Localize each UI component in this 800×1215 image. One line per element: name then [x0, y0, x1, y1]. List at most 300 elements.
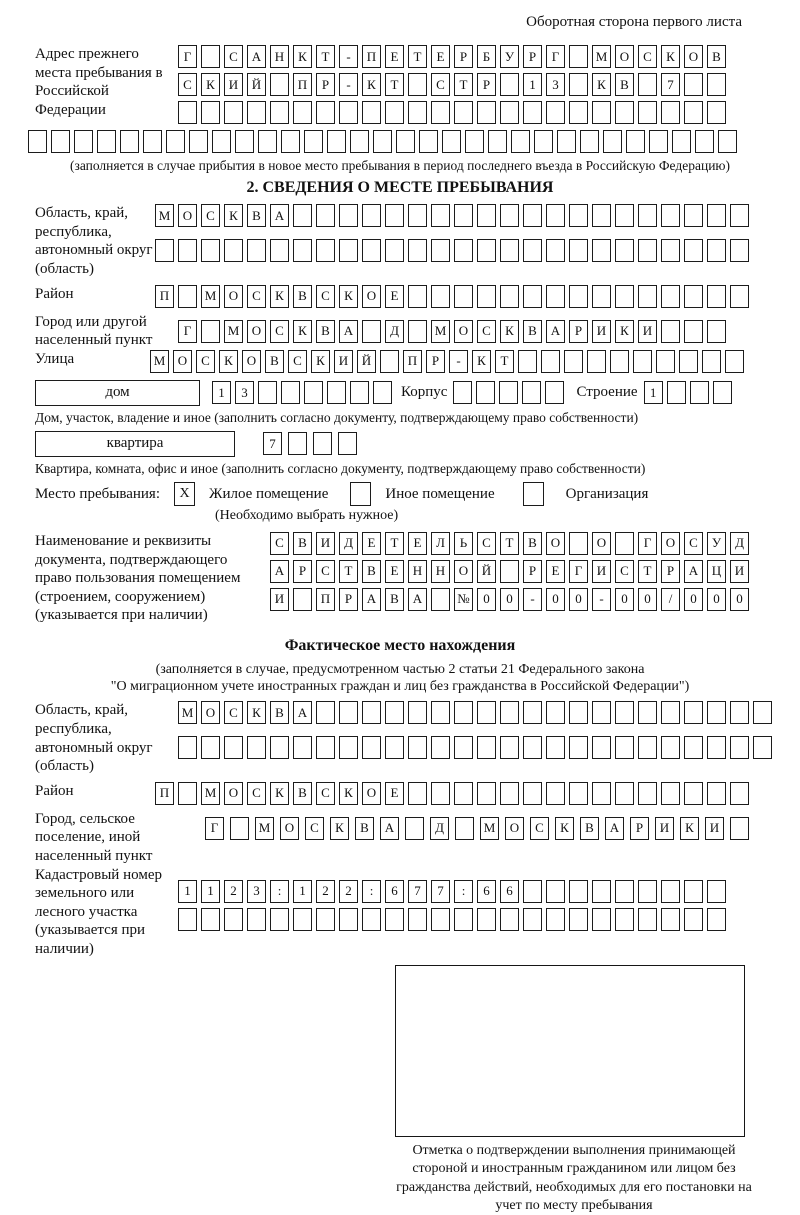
char-cell[interactable] — [587, 350, 606, 373]
char-cell[interactable] — [569, 880, 588, 903]
char-cell[interactable] — [258, 130, 277, 153]
char-cell[interactable]: К — [555, 817, 574, 840]
char-cell[interactable]: И — [730, 560, 749, 583]
char-cell[interactable] — [408, 285, 427, 308]
char-cell[interactable]: П — [316, 588, 335, 611]
char-cell[interactable] — [592, 701, 611, 724]
char-cell[interactable]: А — [339, 320, 358, 343]
char-cell[interactable] — [499, 381, 518, 404]
char-cell[interactable]: С — [305, 817, 324, 840]
char-cell[interactable]: М — [592, 45, 611, 68]
char-cell[interactable] — [638, 73, 657, 96]
char-cell[interactable] — [293, 101, 312, 124]
char-cell[interactable] — [385, 239, 404, 262]
char-cell[interactable]: № — [454, 588, 473, 611]
char-cell[interactable] — [408, 239, 427, 262]
char-cell[interactable] — [546, 908, 565, 931]
char-cell[interactable] — [661, 239, 680, 262]
char-cell[interactable] — [408, 320, 427, 343]
char-cell[interactable] — [684, 73, 703, 96]
char-cell[interactable]: К — [680, 817, 699, 840]
char-cell[interactable]: К — [362, 73, 381, 96]
char-cell[interactable]: С — [477, 320, 496, 343]
char-cell[interactable] — [477, 701, 496, 724]
char-cell[interactable] — [718, 130, 737, 153]
char-cell[interactable] — [730, 239, 749, 262]
char-cell[interactable] — [546, 239, 565, 262]
char-cell[interactable]: А — [270, 204, 289, 227]
char-cell[interactable] — [569, 204, 588, 227]
char-cell[interactable] — [661, 320, 680, 343]
char-cell[interactable]: Р — [477, 73, 496, 96]
char-cell[interactable] — [638, 239, 657, 262]
char-cell[interactable]: С — [224, 45, 243, 68]
char-cell[interactable]: В — [265, 350, 284, 373]
char-cell[interactable]: О — [505, 817, 524, 840]
char-cell[interactable] — [178, 101, 197, 124]
char-cell[interactable] — [316, 736, 335, 759]
char-cell[interactable]: П — [155, 285, 174, 308]
char-cell[interactable] — [684, 701, 703, 724]
char-cell[interactable]: В — [362, 560, 381, 583]
char-cell[interactable] — [178, 239, 197, 262]
char-cell[interactable] — [385, 736, 404, 759]
char-cell[interactable]: П — [403, 350, 422, 373]
char-cell[interactable] — [707, 73, 726, 96]
char-cell[interactable]: - — [523, 588, 542, 611]
char-cell[interactable] — [615, 239, 634, 262]
char-cell[interactable] — [362, 101, 381, 124]
char-cell[interactable]: О — [362, 285, 381, 308]
char-cell[interactable] — [431, 588, 450, 611]
char-cell[interactable]: 0 — [615, 588, 634, 611]
char-cell[interactable] — [541, 350, 560, 373]
char-cell[interactable] — [338, 432, 357, 455]
char-cell[interactable]: О — [280, 817, 299, 840]
char-cell[interactable]: С — [201, 204, 220, 227]
char-cell[interactable] — [656, 350, 675, 373]
char-cell[interactable]: К — [247, 701, 266, 724]
char-cell[interactable] — [649, 130, 668, 153]
char-cell[interactable]: М — [480, 817, 499, 840]
char-cell[interactable] — [592, 782, 611, 805]
char-cell[interactable] — [707, 101, 726, 124]
char-cell[interactable] — [684, 880, 703, 903]
char-cell[interactable]: У — [707, 532, 726, 555]
char-cell[interactable] — [615, 204, 634, 227]
char-cell[interactable]: О — [224, 285, 243, 308]
char-cell[interactable]: К — [661, 45, 680, 68]
char-cell[interactable] — [702, 350, 721, 373]
char-cell[interactable] — [316, 908, 335, 931]
char-cell[interactable] — [247, 101, 266, 124]
char-cell[interactable]: Г — [638, 532, 657, 555]
char-cell[interactable] — [362, 736, 381, 759]
char-cell[interactable] — [362, 320, 381, 343]
char-cell[interactable]: К — [339, 285, 358, 308]
char-cell[interactable] — [339, 701, 358, 724]
char-cell[interactable]: Е — [385, 285, 404, 308]
char-cell[interactable] — [477, 736, 496, 759]
char-cell[interactable]: С — [431, 73, 450, 96]
char-cell[interactable]: 2 — [224, 880, 243, 903]
char-cell[interactable]: Д — [385, 320, 404, 343]
char-cell[interactable] — [362, 204, 381, 227]
char-cell[interactable]: : — [362, 880, 381, 903]
char-cell[interactable]: / — [661, 588, 680, 611]
char-cell[interactable]: Ь — [454, 532, 473, 555]
char-cell[interactable]: 1 — [644, 381, 663, 404]
char-cell[interactable] — [523, 736, 542, 759]
char-cell[interactable]: 2 — [339, 880, 358, 903]
char-cell[interactable]: К — [270, 285, 289, 308]
char-cell[interactable] — [362, 239, 381, 262]
char-cell[interactable] — [523, 782, 542, 805]
char-cell[interactable] — [667, 381, 686, 404]
char-cell[interactable] — [201, 239, 220, 262]
char-cell[interactable] — [500, 285, 519, 308]
char-cell[interactable]: К — [219, 350, 238, 373]
char-cell[interactable]: И — [655, 817, 674, 840]
char-cell[interactable] — [408, 204, 427, 227]
char-cell[interactable]: Р — [523, 560, 542, 583]
char-cell[interactable] — [405, 817, 424, 840]
char-cell[interactable] — [500, 239, 519, 262]
char-cell[interactable]: Е — [362, 532, 381, 555]
char-cell[interactable]: Т — [500, 532, 519, 555]
char-cell[interactable] — [661, 701, 680, 724]
char-cell[interactable]: В — [270, 701, 289, 724]
char-cell[interactable] — [431, 782, 450, 805]
char-cell[interactable]: 0 — [546, 588, 565, 611]
char-cell[interactable]: В — [615, 73, 634, 96]
char-cell[interactable] — [293, 204, 312, 227]
char-cell[interactable] — [373, 130, 392, 153]
char-cell[interactable] — [178, 736, 197, 759]
char-cell[interactable] — [684, 908, 703, 931]
char-cell[interactable] — [569, 782, 588, 805]
char-cell[interactable]: 1 — [212, 381, 231, 404]
char-cell[interactable] — [500, 782, 519, 805]
char-cell[interactable] — [661, 908, 680, 931]
char-cell[interactable] — [454, 701, 473, 724]
char-cell[interactable] — [569, 532, 588, 555]
char-cell[interactable] — [615, 285, 634, 308]
char-cell[interactable]: К — [201, 73, 220, 96]
char-cell[interactable] — [500, 736, 519, 759]
char-cell[interactable] — [661, 736, 680, 759]
char-cell[interactable]: М — [150, 350, 169, 373]
char-cell[interactable] — [753, 736, 772, 759]
char-cell[interactable] — [546, 101, 565, 124]
char-cell[interactable] — [592, 908, 611, 931]
char-cell[interactable]: Т — [316, 45, 335, 68]
char-cell[interactable]: Р — [316, 73, 335, 96]
char-cell[interactable] — [304, 381, 323, 404]
char-cell[interactable] — [293, 239, 312, 262]
char-cell[interactable] — [638, 101, 657, 124]
char-cell[interactable]: Е — [385, 560, 404, 583]
char-cell[interactable] — [638, 782, 657, 805]
char-cell[interactable] — [288, 432, 307, 455]
char-cell[interactable] — [201, 908, 220, 931]
char-cell[interactable]: К — [224, 204, 243, 227]
checkbox-inoe[interactable] — [350, 482, 371, 506]
char-cell[interactable] — [730, 782, 749, 805]
char-cell[interactable] — [569, 701, 588, 724]
char-cell[interactable] — [546, 880, 565, 903]
char-cell[interactable]: О — [247, 320, 266, 343]
char-cell[interactable]: С — [247, 285, 266, 308]
char-cell[interactable] — [120, 130, 139, 153]
char-cell[interactable]: С — [684, 532, 703, 555]
char-cell[interactable] — [592, 101, 611, 124]
char-cell[interactable] — [212, 130, 231, 153]
char-cell[interactable]: С — [530, 817, 549, 840]
char-cell[interactable] — [224, 736, 243, 759]
char-cell[interactable] — [626, 130, 645, 153]
char-cell[interactable] — [615, 782, 634, 805]
char-cell[interactable]: О — [684, 45, 703, 68]
char-cell[interactable]: Й — [477, 560, 496, 583]
char-cell[interactable] — [557, 130, 576, 153]
char-cell[interactable]: М — [224, 320, 243, 343]
char-cell[interactable]: К — [293, 320, 312, 343]
char-cell[interactable] — [534, 130, 553, 153]
char-cell[interactable]: Т — [385, 73, 404, 96]
char-cell[interactable] — [707, 285, 726, 308]
char-cell[interactable] — [569, 73, 588, 96]
char-cell[interactable] — [454, 204, 473, 227]
char-cell[interactable] — [304, 130, 323, 153]
char-cell[interactable]: 3 — [247, 880, 266, 903]
char-cell[interactable] — [465, 130, 484, 153]
char-cell[interactable] — [592, 285, 611, 308]
char-cell[interactable]: С — [196, 350, 215, 373]
char-cell[interactable] — [28, 130, 47, 153]
char-cell[interactable]: В — [355, 817, 374, 840]
char-cell[interactable] — [684, 239, 703, 262]
char-cell[interactable] — [477, 239, 496, 262]
char-cell[interactable]: С — [288, 350, 307, 373]
char-cell[interactable] — [546, 285, 565, 308]
char-cell[interactable] — [522, 381, 541, 404]
char-cell[interactable]: С — [615, 560, 634, 583]
char-cell[interactable] — [569, 239, 588, 262]
char-cell[interactable]: 7 — [431, 880, 450, 903]
char-cell[interactable]: О — [201, 701, 220, 724]
char-cell[interactable]: С — [224, 701, 243, 724]
char-cell[interactable]: Н — [431, 560, 450, 583]
char-cell[interactable]: М — [201, 285, 220, 308]
char-cell[interactable]: 6 — [500, 880, 519, 903]
char-cell[interactable] — [201, 101, 220, 124]
char-cell[interactable] — [690, 381, 709, 404]
char-cell[interactable] — [684, 320, 703, 343]
char-cell[interactable] — [431, 204, 450, 227]
char-cell[interactable] — [615, 908, 634, 931]
char-cell[interactable] — [672, 130, 691, 153]
char-cell[interactable] — [455, 817, 474, 840]
char-cell[interactable] — [569, 45, 588, 68]
char-cell[interactable] — [546, 736, 565, 759]
char-cell[interactable]: В — [707, 45, 726, 68]
char-cell[interactable]: 3 — [546, 73, 565, 96]
char-cell[interactable]: В — [293, 532, 312, 555]
char-cell[interactable]: О — [546, 532, 565, 555]
char-cell[interactable]: П — [362, 45, 381, 68]
char-cell[interactable]: 0 — [477, 588, 496, 611]
char-cell[interactable] — [707, 204, 726, 227]
char-cell[interactable] — [339, 736, 358, 759]
char-cell[interactable]: О — [178, 204, 197, 227]
char-cell[interactable]: М — [201, 782, 220, 805]
char-cell[interactable]: С — [638, 45, 657, 68]
char-cell[interactable] — [500, 908, 519, 931]
char-cell[interactable] — [327, 381, 346, 404]
char-cell[interactable] — [684, 285, 703, 308]
char-cell[interactable] — [385, 701, 404, 724]
char-cell[interactable] — [339, 101, 358, 124]
char-cell[interactable]: 0 — [730, 588, 749, 611]
char-cell[interactable]: С — [247, 782, 266, 805]
char-cell[interactable] — [730, 204, 749, 227]
char-cell[interactable] — [247, 239, 266, 262]
char-cell[interactable]: О — [661, 532, 680, 555]
char-cell[interactable]: Е — [431, 45, 450, 68]
char-cell[interactable]: Е — [385, 45, 404, 68]
char-cell[interactable]: Е — [408, 532, 427, 555]
checkbox-zhiloe[interactable]: X — [174, 482, 195, 506]
char-cell[interactable] — [293, 908, 312, 931]
char-cell[interactable] — [230, 817, 249, 840]
char-cell[interactable]: К — [500, 320, 519, 343]
char-cell[interactable] — [661, 204, 680, 227]
char-cell[interactable] — [707, 701, 726, 724]
char-cell[interactable] — [350, 381, 369, 404]
char-cell[interactable]: 0 — [569, 588, 588, 611]
char-cell[interactable] — [477, 101, 496, 124]
char-cell[interactable]: Л — [431, 532, 450, 555]
char-cell[interactable] — [408, 908, 427, 931]
char-cell[interactable]: К — [270, 782, 289, 805]
char-cell[interactable]: Т — [495, 350, 514, 373]
char-cell[interactable] — [454, 239, 473, 262]
char-cell[interactable] — [569, 908, 588, 931]
char-cell[interactable]: М — [178, 701, 197, 724]
char-cell[interactable] — [431, 285, 450, 308]
char-cell[interactable]: 1 — [178, 880, 197, 903]
char-cell[interactable]: Д — [430, 817, 449, 840]
char-cell[interactable] — [707, 782, 726, 805]
char-cell[interactable]: Г — [205, 817, 224, 840]
char-cell[interactable] — [707, 320, 726, 343]
char-cell[interactable] — [615, 880, 634, 903]
char-cell[interactable]: К — [339, 782, 358, 805]
char-cell[interactable] — [189, 130, 208, 153]
char-cell[interactable] — [454, 736, 473, 759]
char-cell[interactable] — [454, 285, 473, 308]
char-cell[interactable]: В — [580, 817, 599, 840]
char-cell[interactable] — [339, 204, 358, 227]
char-cell[interactable]: С — [178, 73, 197, 96]
char-cell[interactable] — [476, 381, 495, 404]
char-cell[interactable] — [408, 73, 427, 96]
char-cell[interactable] — [408, 782, 427, 805]
char-cell[interactable]: - — [449, 350, 468, 373]
char-cell[interactable] — [51, 130, 70, 153]
char-cell[interactable]: П — [155, 782, 174, 805]
char-cell[interactable]: Н — [270, 45, 289, 68]
char-cell[interactable] — [684, 204, 703, 227]
char-cell[interactable]: Г — [178, 320, 197, 343]
char-cell[interactable]: С — [270, 320, 289, 343]
char-cell[interactable] — [661, 285, 680, 308]
char-cell[interactable]: А — [408, 588, 427, 611]
char-cell[interactable] — [224, 239, 243, 262]
char-cell[interactable]: М — [431, 320, 450, 343]
char-cell[interactable] — [518, 350, 537, 373]
char-cell[interactable]: : — [270, 880, 289, 903]
char-cell[interactable] — [592, 880, 611, 903]
char-cell[interactable]: : — [454, 880, 473, 903]
char-cell[interactable]: Р — [426, 350, 445, 373]
char-cell[interactable] — [166, 130, 185, 153]
char-cell[interactable]: - — [339, 45, 358, 68]
char-cell[interactable]: А — [605, 817, 624, 840]
char-cell[interactable] — [201, 320, 220, 343]
char-cell[interactable] — [431, 736, 450, 759]
char-cell[interactable] — [408, 701, 427, 724]
char-cell[interactable] — [500, 560, 519, 583]
char-cell[interactable] — [270, 73, 289, 96]
char-cell[interactable]: У — [500, 45, 519, 68]
char-cell[interactable] — [362, 908, 381, 931]
char-cell[interactable]: К — [472, 350, 491, 373]
char-cell[interactable]: Р — [523, 45, 542, 68]
char-cell[interactable] — [592, 239, 611, 262]
char-cell[interactable]: И — [270, 588, 289, 611]
char-cell[interactable]: 6 — [385, 880, 404, 903]
char-cell[interactable] — [661, 101, 680, 124]
char-cell[interactable] — [396, 130, 415, 153]
char-cell[interactable]: Й — [357, 350, 376, 373]
char-cell[interactable] — [201, 45, 220, 68]
char-cell[interactable] — [224, 101, 243, 124]
char-cell[interactable] — [385, 101, 404, 124]
char-cell[interactable] — [270, 736, 289, 759]
char-cell[interactable] — [638, 285, 657, 308]
char-cell[interactable] — [707, 880, 726, 903]
char-cell[interactable] — [638, 736, 657, 759]
char-cell[interactable]: В — [385, 588, 404, 611]
char-cell[interactable]: В — [293, 285, 312, 308]
char-cell[interactable] — [610, 350, 629, 373]
char-cell[interactable] — [408, 101, 427, 124]
char-cell[interactable] — [431, 239, 450, 262]
char-cell[interactable] — [293, 736, 312, 759]
char-cell[interactable] — [725, 350, 744, 373]
char-cell[interactable]: С — [316, 285, 335, 308]
char-cell[interactable] — [281, 381, 300, 404]
char-cell[interactable] — [500, 701, 519, 724]
char-cell[interactable] — [615, 101, 634, 124]
char-cell[interactable] — [523, 701, 542, 724]
char-cell[interactable] — [385, 908, 404, 931]
char-cell[interactable]: Г — [178, 45, 197, 68]
char-cell[interactable]: Т — [408, 45, 427, 68]
char-cell[interactable]: О — [592, 532, 611, 555]
